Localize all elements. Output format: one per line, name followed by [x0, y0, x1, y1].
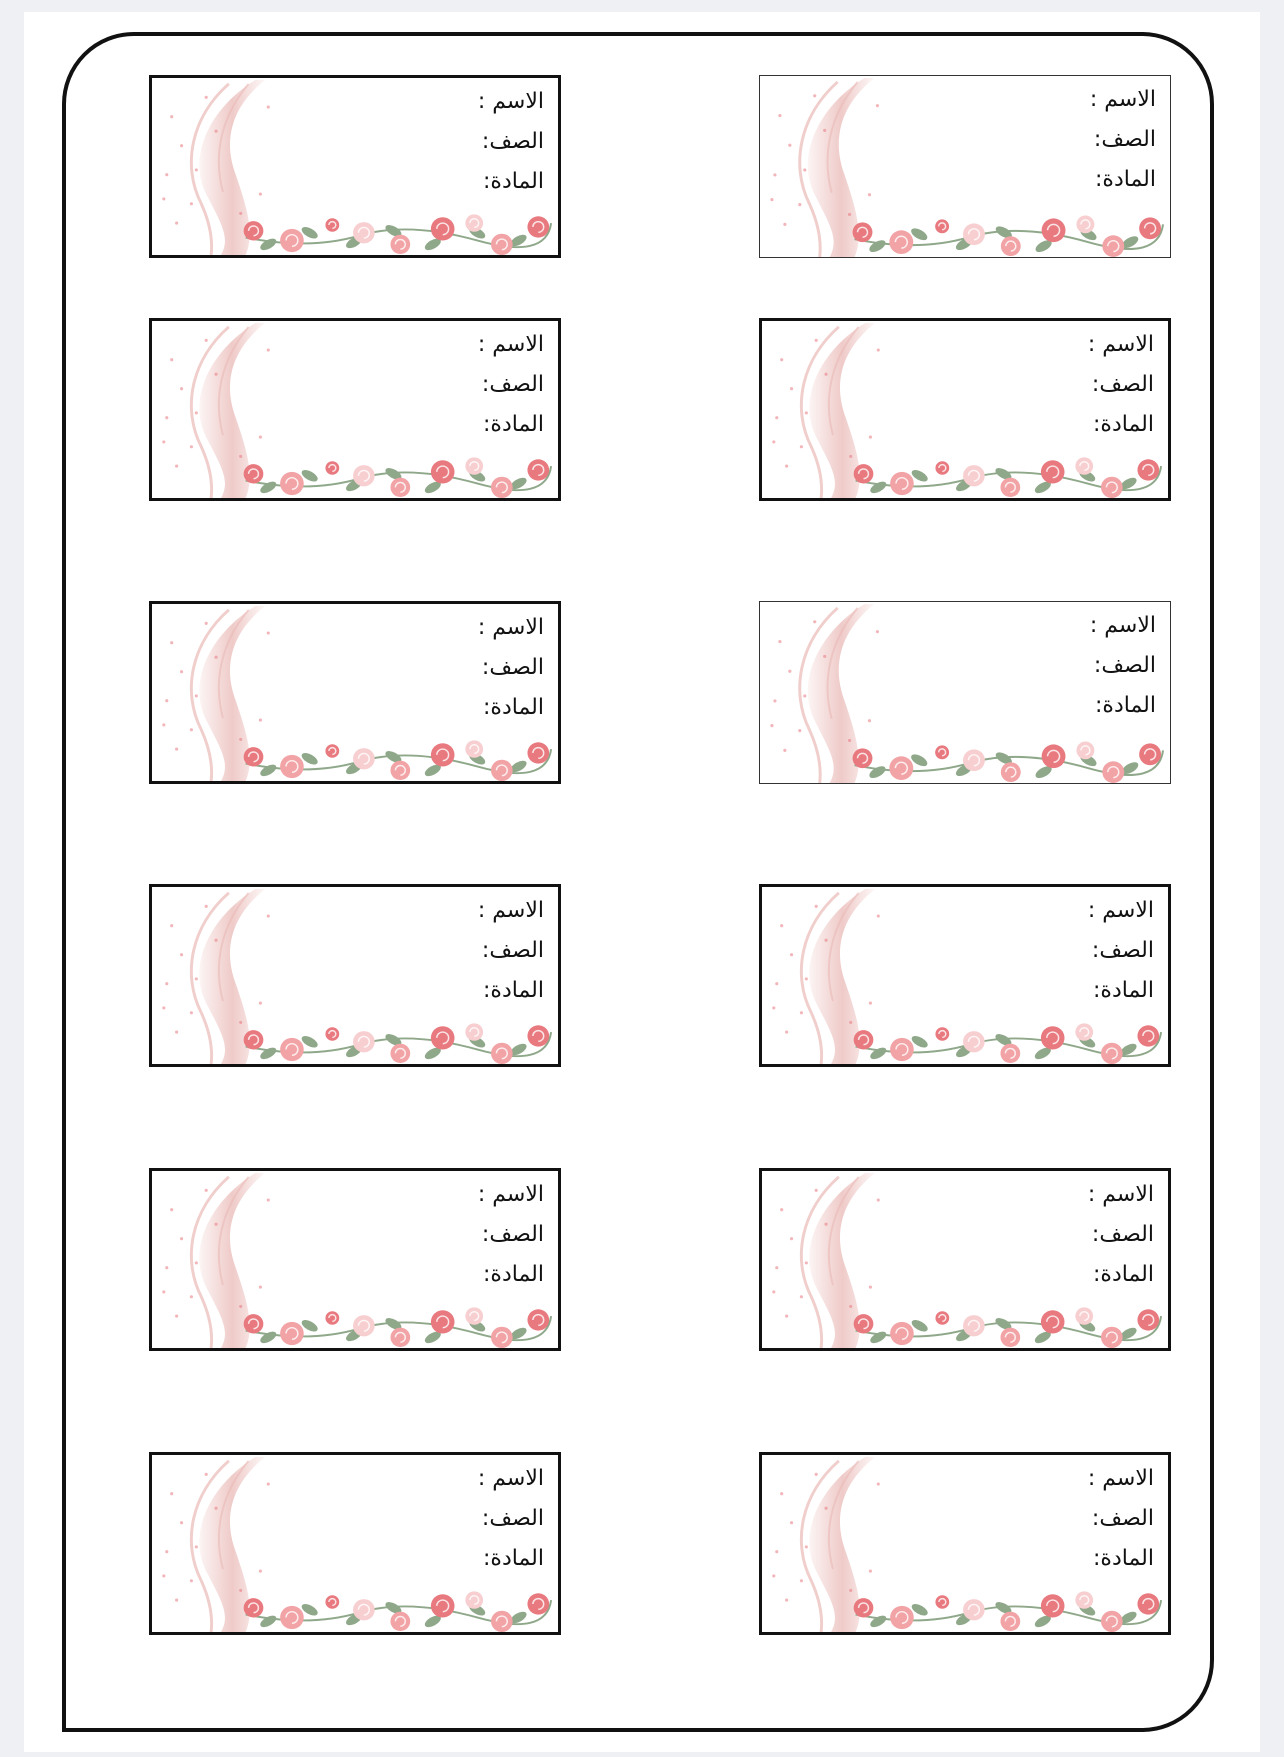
- name-field-label: الاسم :: [477, 615, 544, 640]
- name-label-card: [149, 318, 561, 501]
- subject-field-label: المادة:: [483, 169, 544, 194]
- name-label-card: [759, 318, 1171, 501]
- name-field-label: الاسم :: [477, 1182, 544, 1207]
- name-label-card: [759, 884, 1171, 1067]
- name-label-card: [759, 601, 1171, 784]
- label-fields: [1088, 1175, 1154, 1295]
- class-field-label: الصف:: [1093, 127, 1156, 152]
- name-field-label: الاسم :: [1087, 1182, 1154, 1207]
- name-field-label: الاسم :: [1087, 332, 1154, 357]
- name-field-label: الاسم :: [1087, 1466, 1154, 1491]
- class-field-label: الصف:: [481, 1506, 544, 1531]
- subject-field-label: المادة:: [483, 1262, 544, 1287]
- subject-field-label: المادة:: [1095, 167, 1156, 192]
- subject-field-label: المادة:: [483, 1546, 544, 1571]
- subject-field-label: المادة:: [1093, 1262, 1154, 1287]
- subject-field-label: المادة:: [1093, 1546, 1154, 1571]
- class-field-label: الصف:: [481, 372, 544, 397]
- subject-field-label: المادة:: [1093, 412, 1154, 437]
- class-field-label: الصف:: [481, 129, 544, 154]
- name-field-label: الاسم :: [477, 1466, 544, 1491]
- subject-field-label: المادة:: [483, 978, 544, 1003]
- class-field-label: الصف:: [1091, 1222, 1154, 1247]
- label-fields: [478, 608, 544, 728]
- label-fields: [478, 1459, 544, 1579]
- subject-field-label: المادة:: [1093, 978, 1154, 1003]
- label-fields: [1090, 606, 1156, 726]
- label-fields: [1088, 325, 1154, 445]
- name-field-label: الاسم :: [1087, 898, 1154, 923]
- label-fields: [1090, 80, 1156, 200]
- name-label-card: [149, 1168, 561, 1351]
- label-fields: [1088, 1459, 1154, 1579]
- label-fields: [478, 82, 544, 202]
- class-field-label: الصف:: [1093, 653, 1156, 678]
- class-field-label: الصف:: [481, 1222, 544, 1247]
- name-field-label: الاسم :: [477, 898, 544, 923]
- name-label-card: [759, 1452, 1171, 1635]
- name-label-card: [149, 601, 561, 784]
- class-field-label: الصف:: [1091, 938, 1154, 963]
- name-label-card: [759, 1168, 1171, 1351]
- class-field-label: الصف:: [481, 655, 544, 680]
- name-field-label: الاسم :: [477, 332, 544, 357]
- name-label-card: [759, 75, 1171, 258]
- label-fields: [1088, 891, 1154, 1011]
- class-field-label: الصف:: [1091, 372, 1154, 397]
- class-field-label: الصف:: [481, 938, 544, 963]
- name-label-card: [149, 75, 561, 258]
- label-sheet: [24, 12, 1260, 1752]
- name-field-label: الاسم :: [1089, 87, 1156, 112]
- name-field-label: الاسم :: [1089, 613, 1156, 638]
- class-field-label: الصف:: [1091, 1506, 1154, 1531]
- label-fields: [478, 891, 544, 1011]
- name-label-card: [149, 1452, 561, 1635]
- label-fields: [478, 1175, 544, 1295]
- subject-field-label: المادة:: [483, 695, 544, 720]
- subject-field-label: المادة:: [483, 412, 544, 437]
- name-field-label: الاسم :: [477, 89, 544, 114]
- label-fields: [478, 325, 544, 445]
- name-label-card: [149, 884, 561, 1067]
- subject-field-label: المادة:: [1095, 693, 1156, 718]
